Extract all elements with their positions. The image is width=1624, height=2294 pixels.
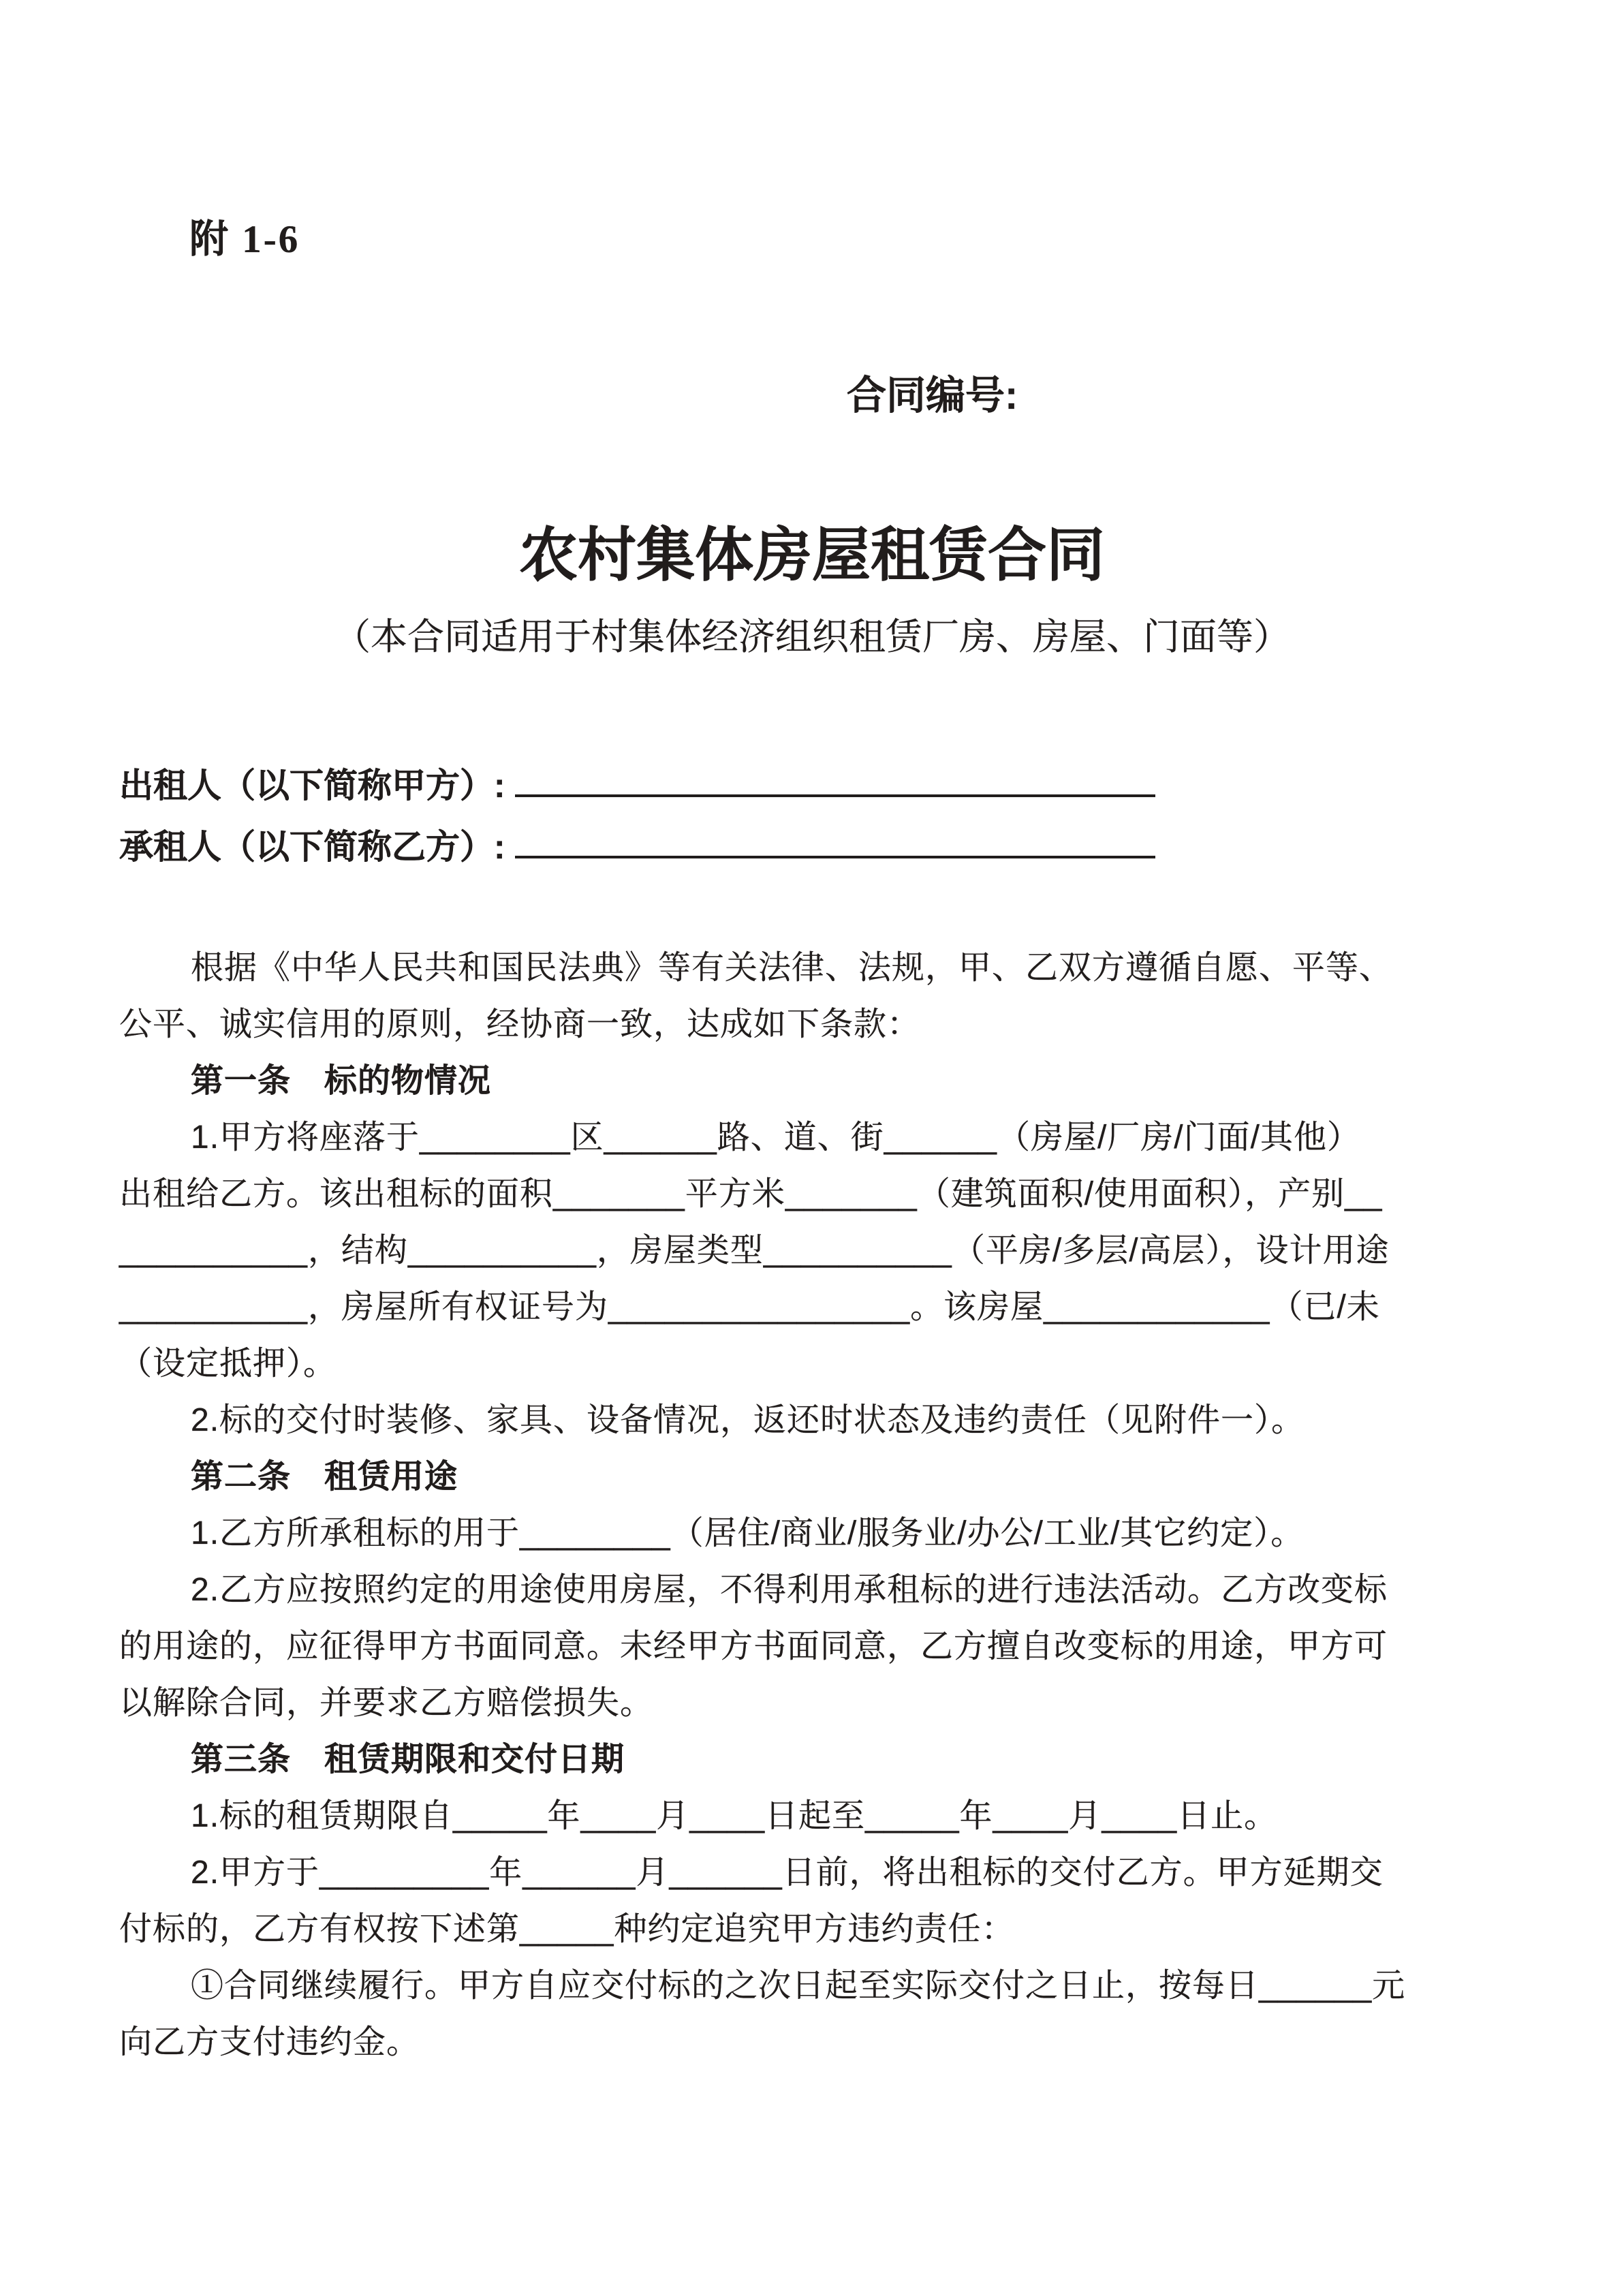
contract-line: 2.甲方于_________年______月______日前，将出租标的交付乙方。甲方延期交	[191, 1855, 1384, 1891]
contract-line: 2.乙方应按照约定的用途使用房屋，不得利用承租标的进行违法活动。乙方改变标	[191, 1572, 1388, 1608]
contract-line: 1.乙方所承租标的用于________（居住/商业/服务业/办公/工业/其它约定）。	[191, 1515, 1305, 1551]
contract-line: 付标的，乙方有权按下述第_____种约定追究甲方违约责任：	[119, 1911, 1015, 1947]
contract-line: __________，房屋所有权证号为________________。该房屋____________（已/未	[119, 1289, 1380, 1325]
contract-line: 1.甲方将座落于________区______路、道、街______（房屋/厂房/门面/其他）	[191, 1119, 1360, 1156]
contract-subtitle: （本合同适用于村集体经济组织租赁厂房、房屋、门面等）	[334, 617, 1290, 657]
lessor-fill-in-blank	[515, 760, 1155, 797]
contract-line: 出租给乙方。该出租标的面积_______平方米_______（建筑面积/使用面积），产别__	[119, 1176, 1383, 1212]
contract-line: 1.标的租赁期限自_____年____月____日起至_____年____月____日止。	[191, 1798, 1278, 1834]
contract-line: 第三条 租赁期限和交付日期	[191, 1741, 625, 1778]
contract-line: 第一条 标的物情况	[191, 1063, 492, 1099]
contract-number-label: 合同编号:	[847, 373, 1018, 418]
contract-line: 根据《中华人民共和国民法典》等有关法律、法规，甲、乙双方遵循自愿、平等、	[191, 950, 1393, 986]
doc-label: 附 1-6	[189, 218, 300, 261]
contract-line: 向乙方支付违约金。	[119, 2024, 420, 2060]
lessor-line	[119, 760, 1155, 807]
contract-body	[119, 940, 1512, 2071]
contract-line: 的用途的，应征得甲方书面同意。未经甲方书面同意，乙方擅自改变标的用途，甲方可	[119, 1628, 1388, 1664]
contract-line: 以解除合同，并要求乙方赔偿损失。	[119, 1685, 654, 1721]
contract-line: ①合同继续履行。甲方自应交付标的之次日起至实际交付之日止，按每日______元	[191, 1968, 1406, 2004]
contract-line: （设定抵押）。	[119, 1346, 337, 1382]
contract-line: 2.标的交付时装修、家具、设备情况，返还时状态及违约责任（见附件一）。	[191, 1402, 1305, 1438]
contract-line: 第二条 租赁用途	[191, 1459, 458, 1495]
lessee-fill-in-blank	[515, 822, 1155, 858]
lessee-line	[119, 822, 1155, 868]
lessor-label: 出租人（以下简称甲方）:	[119, 766, 505, 805]
lessee-label: 承租人（以下简称乙方）:	[119, 828, 505, 866]
contract-line: 公平、诚实信用的原则，经协商一致，达成如下条款：	[119, 1006, 921, 1042]
contract-line: __________，结构__________，房屋类型__________（平房/多层/高层），设计用途	[119, 1233, 1390, 1269]
contract-title: 农村集体房屋租赁合同	[519, 523, 1105, 588]
